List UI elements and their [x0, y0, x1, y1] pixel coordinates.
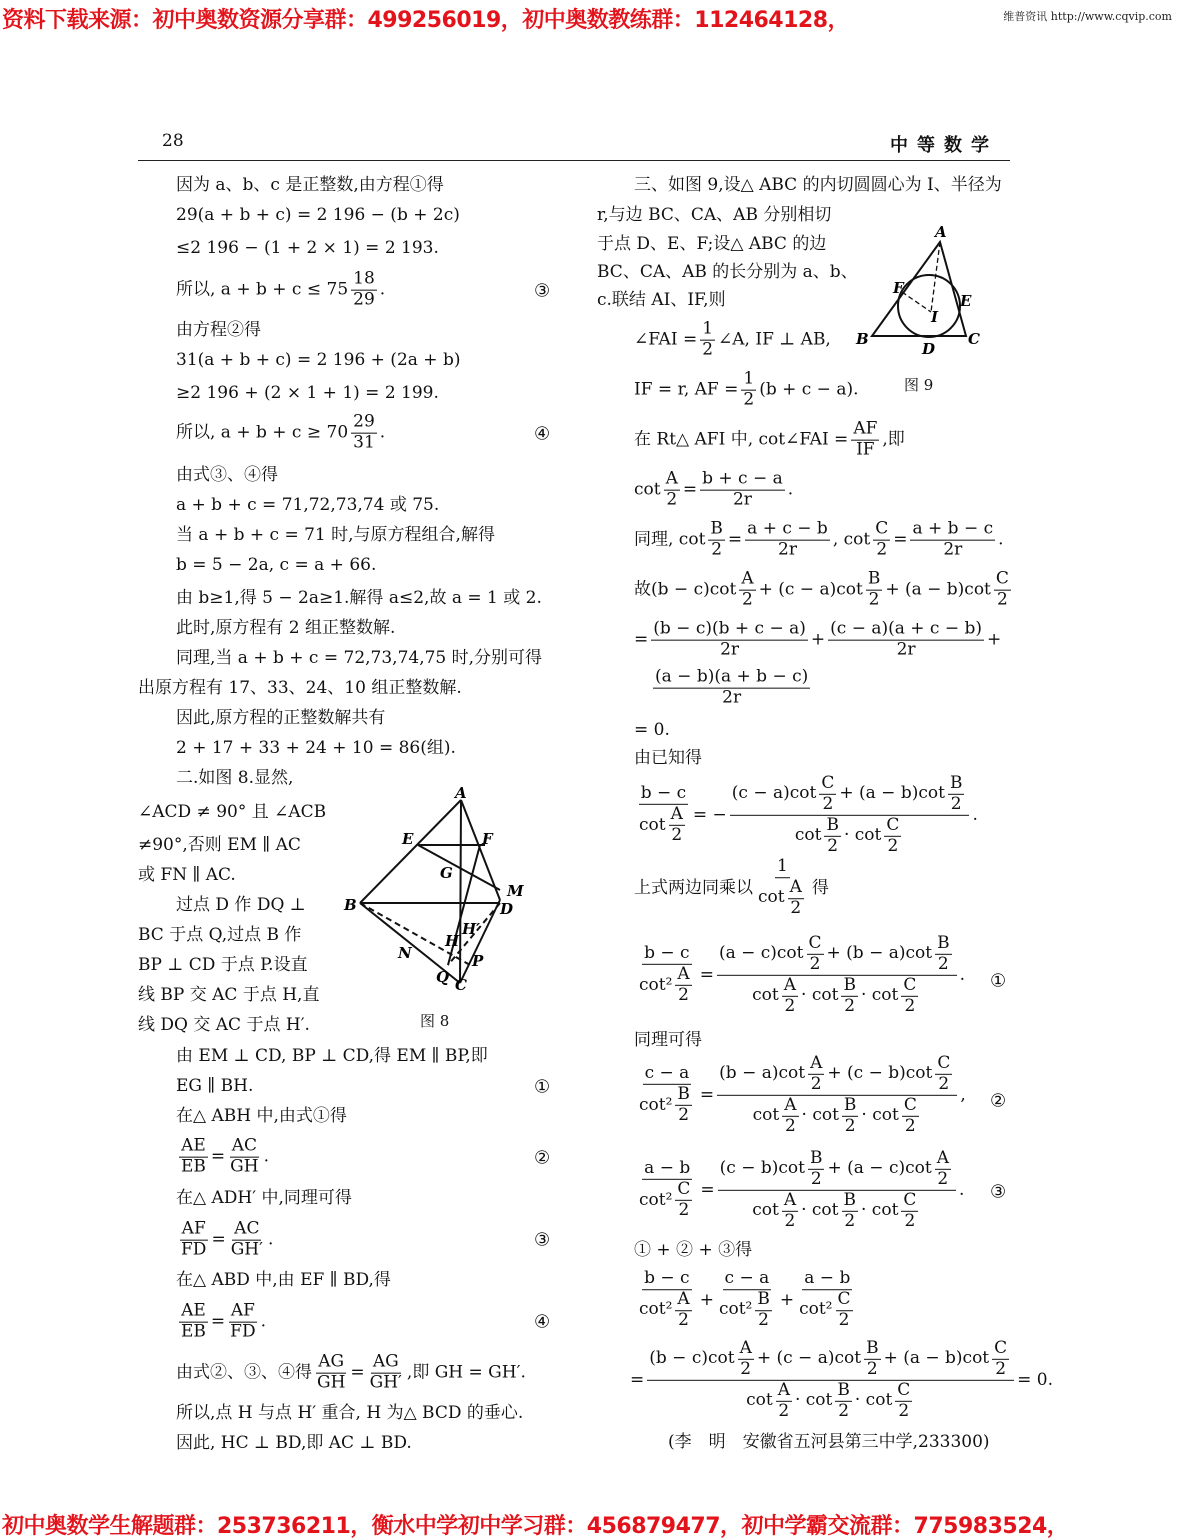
text-run: 2 [742, 589, 753, 610]
text-run: 2 [671, 824, 683, 845]
text-run: AF [181, 1218, 206, 1239]
text-run: FD [230, 1321, 256, 1342]
text-run: 同理可得 [634, 1029, 702, 1050]
text-run: B [866, 1337, 879, 1358]
text-run: (c − b)cot [719, 1158, 805, 1179]
text-run: C [903, 1094, 917, 1115]
text-run: · cot [854, 1389, 893, 1410]
text-run: A [677, 1289, 690, 1310]
text-run: 2 [790, 897, 802, 918]
journal-title: 中等数学 [890, 135, 998, 156]
fig8-label: H [445, 932, 460, 950]
top-banner: 资料下载来源：初中奥数资源分享群：499256019，初中奥数教练群：112464128， [2, 8, 850, 33]
text-run: 29(a + b + c) = 2 196 − (b + 2c) [176, 204, 460, 225]
text-run: 由式③、④得 [176, 464, 278, 485]
text-run: A [783, 974, 797, 995]
text-run: 2 [740, 1358, 752, 1379]
text-run: 2 [868, 589, 880, 610]
text-run: B [809, 1147, 823, 1168]
fig8-label: P [472, 952, 484, 970]
text-run: B [843, 1189, 856, 1210]
text-run: 2 [778, 1400, 790, 1421]
text-run: 2 [866, 1358, 878, 1379]
text-run: cot [639, 814, 666, 835]
text-run: 或 FN ∥ AC. [138, 864, 236, 885]
text-run: 2 [822, 793, 834, 814]
text-run: GH [317, 1372, 346, 1393]
text-run: B [837, 1379, 850, 1400]
text-run: 2 [711, 539, 723, 560]
text-run: 因此, HC ⊥ BD,即 AC ⊥ BD. [176, 1432, 412, 1453]
text-run: 二.如图 8.显然, [176, 767, 294, 788]
text-run: C [677, 1179, 691, 1200]
text-run: A [741, 568, 754, 589]
text-run: 所以, a + b + c ≤ 75 [176, 279, 349, 300]
text-run: 2r [943, 539, 963, 560]
text-run: (李 明 安徽省五河县第三中学,233300) [668, 1431, 990, 1452]
text-run: 得 [811, 877, 829, 898]
text-run: 2 [995, 1358, 1007, 1379]
text-run: . [267, 1229, 274, 1250]
text-run: = − [692, 804, 727, 825]
text-run: + (c − a)cot [758, 579, 863, 600]
text-run: 2 [838, 1400, 850, 1421]
text-run: · cot [794, 1389, 833, 1410]
text-run: ≠90°,否则 EM ∥ AC [138, 834, 301, 855]
equation-tag: ④ [534, 423, 551, 445]
text-run: + (b − a)cot [826, 943, 933, 964]
text-run: 上式两边同乘以 [634, 877, 753, 898]
text-run: r,与边 BC、CA、AB 分别相切 [597, 204, 832, 225]
text-run: 2 [904, 1210, 916, 1231]
text-run: 2 [784, 1210, 796, 1231]
text-run: 过点 D 作 DQ ⊥ [176, 894, 306, 915]
text-run: AG [372, 1351, 399, 1372]
text-run: 31(a + b + c) = 2 196 + (2a + b) [176, 349, 461, 370]
text-run: + [810, 629, 826, 650]
text-run: B [826, 814, 839, 835]
text-run: . [958, 1179, 965, 1200]
figure-8-caption: 图 8 [420, 1012, 450, 1030]
text-run: 因为 a、b、c 是正整数,由方程①得 [176, 174, 444, 195]
text-run: 2 [758, 1309, 769, 1330]
text-run: A [777, 1379, 790, 1400]
text-run: A [670, 804, 683, 825]
text-run: AE [181, 1135, 206, 1156]
page-number: 28 [162, 131, 184, 151]
text-run: 因此,原方程的正整数解共有 [176, 707, 386, 728]
text-run: (b + c − a). [759, 379, 859, 400]
text-run: + (a − b)cot [839, 783, 945, 804]
text-run: C [903, 1189, 917, 1210]
fig8-label: C [455, 976, 467, 994]
text-run: C [821, 772, 835, 793]
text-run: 所以,点 H 与点 H′ 重合, H 为△ BCD 的垂心. [176, 1402, 524, 1423]
text-run: a + c − b [747, 518, 828, 539]
text-run: C [994, 1337, 1008, 1358]
text-run: 三、如图 9,设△ ABC 的内切圆圆心为 I、半径为 [634, 174, 1002, 195]
text-run: EB [181, 1321, 206, 1342]
text-run: 2 [938, 1073, 950, 1094]
text-run: B [843, 974, 856, 995]
text-run: a + b + c = 71,72,73,74 或 75. [176, 494, 440, 515]
text-run: 2 [904, 995, 916, 1016]
text-run: 线 DQ 交 AC 于点 H′. [138, 1014, 310, 1035]
text-run: C [886, 814, 900, 835]
text-run: cot [794, 824, 822, 845]
text-run: + (c − a)cot [756, 1348, 862, 1369]
equation-tag: ① [534, 1076, 551, 1098]
text-run: = 0. [1017, 1369, 1054, 1390]
text-run: A [789, 877, 802, 898]
text-run: C [808, 932, 822, 953]
fig8-label: A [455, 784, 467, 802]
text-run: a − b [644, 1158, 691, 1179]
text-run: ∠ACD ≠ 90° 且 ∠ACB [138, 801, 327, 822]
fig9-label: A [935, 223, 947, 241]
text-run: C [837, 1289, 851, 1310]
text-run: = [682, 479, 698, 500]
text-run: IF = r, AF = [634, 379, 739, 400]
text-run: = [211, 1229, 226, 1250]
text-run: (b − c)cot [649, 1348, 735, 1369]
text-run: b = 5 − 2a, c = a + 66. [176, 554, 377, 575]
text-run: b − c [644, 1268, 690, 1289]
text-run: c − a [644, 1063, 690, 1084]
text-run: cot [634, 479, 661, 500]
text-run: + [987, 629, 1002, 650]
text-run: 由方程②得 [176, 319, 261, 340]
text-run: B [867, 568, 881, 589]
text-run: cot² [799, 1299, 833, 1320]
text-run: 2 [950, 793, 962, 814]
text-run: cot [758, 887, 785, 908]
text-run: ① + ② + ③得 [634, 1239, 753, 1260]
bottom-banner: 初中奥数学生解题群：253736211，衡水中学初中学习群：456879477，初中学霸交流群：775983524， [2, 1514, 1069, 1539]
text-run: ∠A, IF ⊥ AB, [718, 329, 831, 350]
text-run: 2 [678, 1309, 689, 1330]
text-run: 2 [937, 1168, 949, 1189]
text-run: AC [234, 1218, 260, 1239]
text-run: 1 [743, 368, 755, 389]
text-run: ∠FAI = [634, 329, 698, 350]
text-run: (b − c)(b + c − a) [653, 618, 806, 639]
text-run: C [995, 568, 1009, 589]
text-run: 在△ ABD 中,由 EF ∥ BD,得 [176, 1269, 391, 1290]
text-run: (c − a)cot [731, 783, 817, 804]
text-run: 在△ ADH′ 中,同理可得 [176, 1187, 352, 1208]
text-run: 2r [720, 639, 740, 660]
text-run: 2r [732, 489, 752, 510]
equation-tag: ③ [534, 1229, 551, 1251]
text-run: ,即 [882, 429, 905, 450]
text-run: 2 [666, 489, 678, 510]
text-run: A [784, 1094, 797, 1115]
text-run: 31 [353, 432, 375, 453]
text-run: ≤2 196 − (1 + 2 × 1) = 2 193. [176, 237, 439, 258]
text-run: b − c [640, 783, 687, 804]
text-run: C [897, 1379, 911, 1400]
text-run: EG ∥ BH. [176, 1075, 254, 1096]
text-run: 2 [810, 1073, 822, 1094]
text-run: GH [230, 1156, 259, 1177]
text-run: . [379, 422, 386, 443]
text-run: 29 [353, 411, 375, 432]
text-run: = 0. [634, 719, 670, 740]
text-run: C [875, 518, 889, 539]
text-run: = [350, 1362, 365, 1383]
text-run: 2 [844, 1115, 856, 1136]
fig8-label: B [344, 896, 357, 914]
text-run: (c − a)(a + c − b) [830, 618, 983, 639]
text-run: 2 [743, 389, 755, 410]
equation-tag: ③ [990, 1181, 1007, 1203]
text-run: 2 [810, 1168, 822, 1189]
equation-tag: ② [534, 1147, 551, 1169]
fig9-label: B [856, 330, 869, 348]
text-run: · cot [801, 1104, 839, 1125]
text-run: B [677, 1084, 690, 1105]
text-run: 出原方程有 17、33、24、10 组正整数解. [138, 677, 462, 698]
text-run: . [998, 529, 1004, 550]
text-run: IF [856, 439, 875, 460]
text-run: + [779, 1289, 795, 1310]
fig9-label: F [893, 279, 904, 297]
text-run: 同理, cot [634, 529, 706, 550]
text-run: 由已知得 [634, 747, 702, 768]
text-run: 所以, a + b + c ≥ 70 [176, 422, 349, 443]
text-run: = [210, 1311, 226, 1332]
fig8-label: D [500, 900, 514, 918]
text-run: 由 EM ⊥ CD, BP ⊥ CD,得 EM ∥ BP,即 [176, 1045, 488, 1066]
text-run: BC 于点 Q,过点 B 作 [138, 924, 302, 945]
text-run: = [699, 964, 714, 985]
source-site: 维普资讯 http://www.cqvip.com [1003, 10, 1172, 23]
equation-tag: ① [990, 970, 1007, 992]
text-run: 2 [876, 539, 888, 560]
text-run: 2 [996, 589, 1008, 610]
text-run: 2 [784, 995, 796, 1016]
text-run: 2 + 17 + 33 + 24 + 10 = 86(组). [176, 737, 456, 758]
text-run: 故(b − c)cot [634, 579, 737, 600]
text-run: (b − a)cot [719, 1063, 806, 1084]
text-run: 2 [678, 984, 689, 1005]
text-run: · cot [861, 1104, 899, 1125]
text-run: 2 [702, 339, 714, 360]
text-run: c.联结 AI、IF,则 [597, 289, 726, 310]
text-run: GH′ [230, 1239, 263, 1260]
text-run: B [937, 932, 950, 953]
text-run: cot² [639, 1094, 673, 1115]
text-run: · cot [843, 824, 882, 845]
text-run: AE [181, 1300, 206, 1321]
figure-9 [872, 242, 966, 337]
text-run: BP ⊥ CD 于点 P.设直 [138, 954, 308, 975]
text-run: a − b [804, 1268, 851, 1289]
text-run: + (a − b)cot [885, 579, 991, 600]
text-run: 当 a + b + c = 71 时,与原方程组合,解得 [176, 524, 495, 545]
text-run: · cot [801, 984, 839, 1005]
text-run: 1 [777, 856, 788, 877]
text-run: = [699, 1084, 715, 1105]
text-run: cot [752, 984, 779, 1005]
text-run: cot² [639, 1299, 673, 1320]
equation-tag: ② [990, 1090, 1007, 1112]
text-run: 由式②、③、④得 [176, 1362, 312, 1383]
text-run: 29 [353, 289, 375, 310]
text-run: A [665, 468, 678, 489]
text-run: , [960, 1084, 966, 1105]
text-run: . [260, 1311, 266, 1332]
text-run: = [893, 529, 908, 550]
text-run: 同理,当 a + b + c = 72,73,74,75 时,分别可得 [176, 647, 543, 668]
text-run: BC、CA、AB 的长分别为 a、b、 [597, 261, 858, 282]
fig8-label: E [402, 830, 414, 848]
fig8-label: H′ [462, 920, 481, 938]
text-run: AC [231, 1135, 257, 1156]
text-run: = [727, 529, 743, 550]
equation-tag: ③ [534, 280, 551, 302]
text-run: 2 [844, 995, 856, 1016]
text-run: cot [752, 1199, 779, 1220]
text-run: cot² [639, 974, 673, 995]
text-run: C [937, 1052, 951, 1073]
text-run: cot [752, 1104, 780, 1125]
text-run: 2r [722, 687, 742, 708]
text-run: . [787, 479, 794, 500]
text-run: ≥2 196 + (2 × 1 + 1) = 2 199. [176, 382, 439, 403]
text-run: (a − c)cot [718, 943, 804, 964]
text-run: 2 [898, 1400, 910, 1421]
text-run: 2r [896, 639, 916, 660]
fig8-label: G [440, 864, 453, 882]
text-run: = [700, 1179, 715, 1200]
text-run: b − c [644, 943, 690, 964]
text-run: + (a − b)cot [883, 1348, 990, 1369]
text-run: 1 [702, 318, 714, 339]
text-run: 在 Rt△ AFI 中, cot∠FAI = [634, 429, 849, 450]
text-run: . [972, 804, 978, 825]
text-run: FD [181, 1239, 207, 1260]
equation-tag: ④ [534, 1311, 551, 1333]
text-run: B [843, 1094, 857, 1115]
text-run: 在△ ABH 中,由式①得 [176, 1105, 347, 1126]
fig9-label: E [960, 292, 972, 310]
text-run: 2 [904, 1115, 916, 1136]
text-run: GH′ [369, 1372, 402, 1393]
text-run: 2 [809, 953, 821, 974]
text-run: A [739, 1337, 752, 1358]
text-run: 此时,原方程有 2 组正整数解. [176, 617, 396, 638]
text-run: = [634, 629, 649, 650]
text-run: AF [230, 1300, 255, 1321]
text-run: A [810, 1052, 823, 1073]
text-run: 2 [844, 1210, 856, 1231]
text-run: · cot [860, 984, 899, 1005]
text-run: + (a − c)cot [827, 1158, 932, 1179]
text-run: 由 b≥1,得 5 − 2a≥1.解得 a≤2,故 a = 1 或 2. [176, 587, 542, 608]
text-run: + (c − b)cot [827, 1063, 933, 1084]
text-run: A [783, 1189, 797, 1210]
text-run: AG [318, 1351, 345, 1372]
fig8-label: Q [436, 968, 450, 986]
text-run: cot² [718, 1299, 753, 1320]
fig8-label: M [507, 882, 524, 900]
fig9-label: C [968, 330, 980, 348]
text-run: 2r [778, 539, 797, 560]
text-run: EB [181, 1156, 206, 1177]
text-run: · cot [861, 1199, 899, 1220]
text-run: . [959, 964, 965, 985]
text-run: A [677, 964, 690, 985]
text-run: 2 [678, 1104, 690, 1125]
text-run: C [903, 974, 917, 995]
text-run: 于点 D、E、F;设△ ABC 的边 [597, 233, 827, 254]
text-run: cot² [639, 1189, 673, 1210]
text-run: 2 [937, 953, 949, 974]
text-run: c − a [724, 1268, 770, 1289]
text-run: cot [746, 1389, 773, 1410]
text-run: b + c − a [702, 468, 783, 489]
text-run: . [379, 279, 386, 300]
text-run: = [630, 1369, 645, 1390]
text-run: · cot [801, 1199, 839, 1220]
text-run: B [710, 518, 723, 539]
text-run: AF [853, 418, 878, 439]
fig8-label: F [482, 830, 493, 848]
text-run: B [949, 772, 963, 793]
fig9-label: D [922, 340, 936, 358]
text-run: a + b − c [912, 518, 994, 539]
text-run: + [699, 1289, 714, 1310]
text-run: (a − b)(a + b − c) [655, 666, 809, 687]
text-run: , cot [832, 529, 871, 550]
fig9-label: I [931, 308, 939, 326]
text-run: = [210, 1146, 226, 1167]
text-run: . [263, 1146, 269, 1167]
figure-9-caption: 图 9 [904, 376, 934, 394]
text-run: ,即 GH = GH′. [406, 1362, 526, 1383]
text-run: 2 [887, 835, 899, 856]
text-run: B [757, 1289, 770, 1310]
text-run: 2 [827, 835, 839, 856]
text-run: 2 [838, 1309, 850, 1330]
fig8-label: N [398, 944, 412, 962]
text-run: 2 [784, 1115, 796, 1136]
text-run: A [936, 1147, 949, 1168]
text-run: 2 [678, 1199, 690, 1220]
text-run: 线 BP 交 AC 于点 H,直 [138, 984, 320, 1005]
text-run: 18 [353, 268, 375, 289]
